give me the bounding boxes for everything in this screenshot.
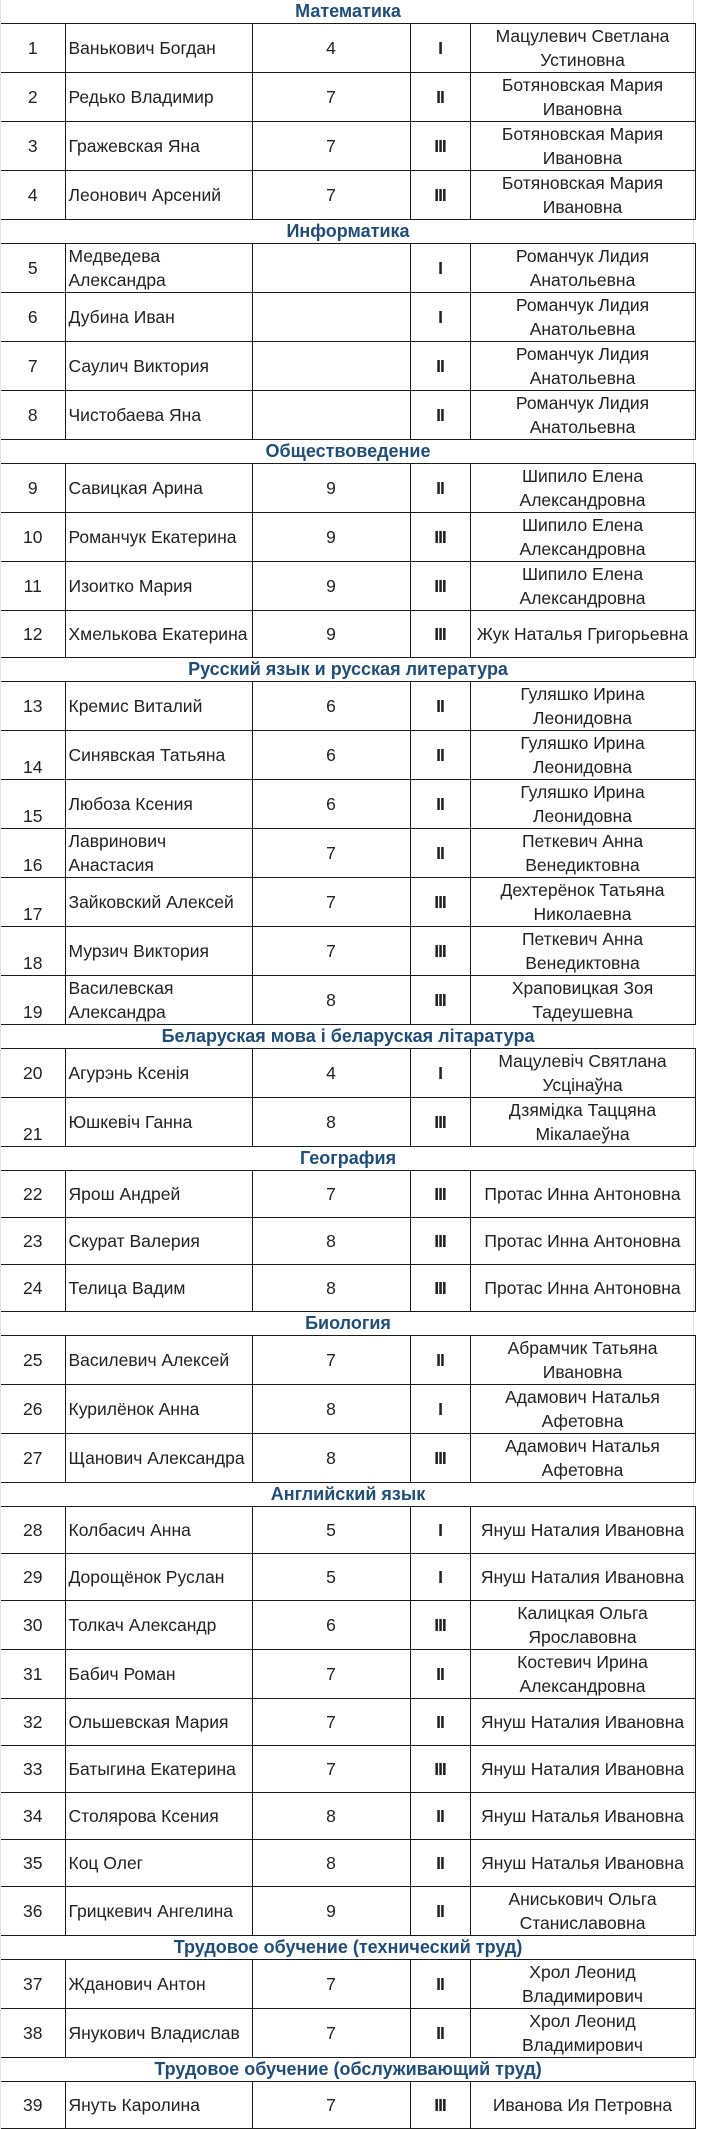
teacher-name-cell: Мацулевич Светлана Устиновна [470, 24, 695, 73]
teacher-name-cell: Дехтерёнок Татьяна Николаевна [470, 878, 695, 927]
diploma-degree-cell: II [410, 1887, 470, 1936]
grade-cell: 4 [252, 24, 410, 73]
student-name-cell: Щанович Александра [65, 1434, 252, 1483]
row-number-cell: 14 [1, 731, 65, 780]
table-row [1, 293, 695, 342]
table-row [1, 244, 695, 293]
teacher-name-cell: Хрол Леонид Владимирович [470, 2009, 695, 2058]
student-name-cell: Зайковский Алексей [65, 878, 252, 927]
diploma-degree-cell: II [410, 2009, 470, 2058]
grade-cell: 7 [252, 1336, 410, 1385]
row-number-cell: 26 [1, 1385, 65, 1434]
section-title: Английский язык [1, 1483, 695, 1507]
grade-cell: 8 [252, 1098, 410, 1147]
grade-cell [252, 342, 410, 391]
section-title: Информатика [1, 220, 695, 244]
grade-cell: 8 [252, 1265, 410, 1312]
row-number-cell: 39 [1, 2082, 65, 2129]
grade-cell: 7 [252, 1960, 410, 2009]
table-row [1, 1650, 695, 1699]
student-name-cell: Ванькович Богдан [65, 24, 252, 73]
grade-cell: 9 [252, 513, 410, 562]
row-number-cell: 22 [1, 1171, 65, 1218]
table-row [1, 1554, 695, 1601]
table-row [1, 1887, 695, 1936]
row-number-cell: 37 [1, 1960, 65, 2009]
student-name-cell: Ярош Андрей [65, 1171, 252, 1218]
row-number-cell: 8 [1, 391, 65, 440]
section-header-row [1, 1312, 695, 1336]
table-row [1, 878, 695, 927]
diploma-degree-cell: II [410, 1840, 470, 1887]
student-name-cell: Мурзич Виктория [65, 927, 252, 976]
teacher-name-cell: Януш Наталья Ивановна [470, 1793, 695, 1840]
row-number-cell: 25 [1, 1336, 65, 1385]
section-title: Трудовое обучение (обслуживающий труд) [1, 2058, 695, 2082]
table-row [1, 976, 695, 1025]
teacher-name-cell: Адамович Наталья Афетовна [470, 1385, 695, 1434]
row-number-cell: 19 [1, 976, 65, 1025]
row-number-cell: 5 [1, 244, 65, 293]
student-name-cell: Скурат Валерия [65, 1218, 252, 1265]
table-row [1, 1218, 695, 1265]
table-row [1, 342, 695, 391]
student-name-cell: Синявская Татьяна [65, 731, 252, 780]
diploma-degree-cell: III [410, 122, 470, 171]
olympiad-results-table [1, 0, 696, 2129]
table-row [1, 122, 695, 171]
grade-cell: 7 [252, 171, 410, 220]
section-header-row [1, 1483, 695, 1507]
student-name-cell: Агурэнь Ксенія [65, 1049, 252, 1098]
table-row [1, 682, 695, 731]
diploma-degree-cell: II [410, 829, 470, 878]
table-row [1, 391, 695, 440]
student-name-cell: Янукович Владислав [65, 2009, 252, 2058]
student-name-cell: Дорощёнок Руслан [65, 1554, 252, 1601]
table-row [1, 780, 695, 829]
student-name-cell: Романчук Екатерина [65, 513, 252, 562]
student-name-cell: Коц Олег [65, 1840, 252, 1887]
row-number-cell: 31 [1, 1650, 65, 1699]
teacher-name-cell: Адамович Наталья Афетовна [470, 1434, 695, 1483]
section-header-row [1, 1147, 695, 1171]
diploma-degree-cell: II [410, 731, 470, 780]
student-name-cell: Жданович Антон [65, 1960, 252, 2009]
row-number-cell: 30 [1, 1601, 65, 1650]
student-name-cell: Толкач Александр [65, 1601, 252, 1650]
table-row [1, 464, 695, 513]
student-name-cell: Савицкая Арина [65, 464, 252, 513]
row-number-cell: 7 [1, 342, 65, 391]
grade-cell: 5 [252, 1507, 410, 1554]
diploma-degree-cell: II [410, 1960, 470, 2009]
teacher-name-cell: Абрамчик Татьяна Ивановна [470, 1336, 695, 1385]
teacher-name-cell: Хрол Леонид Владимирович [470, 1960, 695, 2009]
teacher-name-cell: Януш Наталия Ивановна [470, 1746, 695, 1793]
table-row [1, 1746, 695, 1793]
student-name-cell: Ольшевская Мария [65, 1699, 252, 1746]
grade-cell: 7 [252, 2009, 410, 2058]
diploma-degree-cell: I [410, 1385, 470, 1434]
grade-cell: 9 [252, 611, 410, 658]
teacher-name-cell: Протас Инна Антоновна [470, 1171, 695, 1218]
table-row [1, 927, 695, 976]
grade-cell: 8 [252, 1385, 410, 1434]
teacher-name-cell: Жук Наталья Григорьевна [470, 611, 695, 658]
section-title: Биология [1, 1312, 695, 1336]
diploma-degree-cell: III [410, 1434, 470, 1483]
table-row [1, 731, 695, 780]
row-number-cell: 38 [1, 2009, 65, 2058]
grade-cell [252, 293, 410, 342]
row-number-cell: 32 [1, 1699, 65, 1746]
table-row [1, 1793, 695, 1840]
student-name-cell: Леонович Арсений [65, 171, 252, 220]
diploma-degree-cell: II [410, 1336, 470, 1385]
diploma-degree-cell: III [410, 562, 470, 611]
student-name-cell: Любоза Ксения [65, 780, 252, 829]
teacher-name-cell: Дзямідка Таццяна Мікалаеўна [470, 1098, 695, 1147]
results-table-body [1, 0, 695, 2129]
student-name-cell: Дубина Иван [65, 293, 252, 342]
grade-cell [252, 244, 410, 293]
table-row [1, 1960, 695, 2009]
student-name-cell: Саулич Виктория [65, 342, 252, 391]
diploma-degree-cell: III [410, 976, 470, 1025]
table-row [1, 1171, 695, 1218]
diploma-degree-cell: III [410, 878, 470, 927]
student-name-cell: Бабич Роман [65, 1650, 252, 1699]
table-row [1, 1699, 695, 1746]
section-header-row [1, 1025, 695, 1049]
teacher-name-cell: Ботяновская Мария Ивановна [470, 122, 695, 171]
student-name-cell: Изоитко Мария [65, 562, 252, 611]
row-number-cell: 10 [1, 513, 65, 562]
grade-cell: 8 [252, 1840, 410, 1887]
teacher-name-cell: Ботяновская Мария Ивановна [470, 171, 695, 220]
student-name-cell: Колбасич Анна [65, 1507, 252, 1554]
teacher-name-cell: Иванова Ия Петровна [470, 2082, 695, 2129]
teacher-name-cell: Романчук Лидия Анатольевна [470, 342, 695, 391]
table-row [1, 1265, 695, 1312]
student-name-cell: Василевская Александра [65, 976, 252, 1025]
diploma-degree-cell: I [410, 244, 470, 293]
diploma-degree-cell: II [410, 464, 470, 513]
grade-cell: 7 [252, 122, 410, 171]
teacher-name-cell: Януш Наталья Ивановна [470, 1840, 695, 1887]
student-name-cell: Телица Вадим [65, 1265, 252, 1312]
diploma-degree-cell: III [410, 1098, 470, 1147]
row-number-cell: 6 [1, 293, 65, 342]
teacher-name-cell: Протас Инна Антоновна [470, 1265, 695, 1312]
grade-cell: 8 [252, 1218, 410, 1265]
grade-cell: 6 [252, 731, 410, 780]
row-number-cell: 20 [1, 1049, 65, 1098]
row-number-cell: 9 [1, 464, 65, 513]
row-number-cell: 35 [1, 1840, 65, 1887]
student-name-cell: Лавринович Анастасия [65, 829, 252, 878]
table-row [1, 1840, 695, 1887]
teacher-name-cell: Януш Наталия Ивановна [470, 1554, 695, 1601]
row-number-cell: 27 [1, 1434, 65, 1483]
row-number-cell: 12 [1, 611, 65, 658]
student-name-cell: Гражевская Яна [65, 122, 252, 171]
teacher-name-cell: Шипило Елена Александровна [470, 464, 695, 513]
diploma-degree-cell: II [410, 342, 470, 391]
section-header-row [1, 2058, 695, 2082]
teacher-name-cell: Романчук Лидия Анатольевна [470, 293, 695, 342]
row-number-cell: 16 [1, 829, 65, 878]
grade-cell [252, 391, 410, 440]
diploma-degree-cell: I [410, 24, 470, 73]
table-row [1, 1336, 695, 1385]
diploma-degree-cell: II [410, 1650, 470, 1699]
table-row [1, 1385, 695, 1434]
teacher-name-cell: Гуляшко Ирина Леонидовна [470, 682, 695, 731]
grade-cell: 7 [252, 1171, 410, 1218]
section-title: География [1, 1147, 695, 1171]
diploma-degree-cell: II [410, 1793, 470, 1840]
row-number-cell: 13 [1, 682, 65, 731]
row-number-cell: 2 [1, 73, 65, 122]
diploma-degree-cell: III [410, 2082, 470, 2129]
section-header-row [1, 1936, 695, 1960]
grade-cell: 8 [252, 976, 410, 1025]
teacher-name-cell: Януш Наталия Ивановна [470, 1699, 695, 1746]
teacher-name-cell: Петкевич Анна Венедиктовна [470, 927, 695, 976]
diploma-degree-cell: II [410, 682, 470, 731]
teacher-name-cell: Храповицкая Зоя Тадеушевна [470, 976, 695, 1025]
diploma-degree-cell: I [410, 1554, 470, 1601]
teacher-name-cell: Протас Инна Антоновна [470, 1218, 695, 1265]
teacher-name-cell: Петкевич Анна Венедиктовна [470, 829, 695, 878]
section-title: Обществоведение [1, 440, 695, 464]
table-row [1, 611, 695, 658]
grade-cell: 7 [252, 829, 410, 878]
diploma-degree-cell: I [410, 1049, 470, 1098]
table-row [1, 829, 695, 878]
student-name-cell: Столярова Ксения [65, 1793, 252, 1840]
diploma-degree-cell: I [410, 1507, 470, 1554]
diploma-degree-cell: III [410, 1171, 470, 1218]
table-row [1, 562, 695, 611]
teacher-name-cell: Ботяновская Мария Ивановна [470, 73, 695, 122]
student-name-cell: Редько Владимир [65, 73, 252, 122]
student-name-cell: Януть Каролина [65, 2082, 252, 2129]
table-row [1, 73, 695, 122]
grade-cell: 6 [252, 1601, 410, 1650]
row-number-cell: 1 [1, 24, 65, 73]
section-header-row [1, 440, 695, 464]
table-row [1, 1601, 695, 1650]
teacher-name-cell: Гуляшко Ирина Леонидовна [470, 780, 695, 829]
diploma-degree-cell: III [410, 1218, 470, 1265]
diploma-degree-cell: II [410, 73, 470, 122]
grade-cell: 6 [252, 780, 410, 829]
student-name-cell: Василевич Алексей [65, 1336, 252, 1385]
table-row [1, 2082, 695, 2129]
teacher-name-cell: Калицкая Ольга Ярославовна [470, 1601, 695, 1650]
diploma-degree-cell: III [410, 1746, 470, 1793]
grade-cell: 7 [252, 1699, 410, 1746]
section-header-row [1, 220, 695, 244]
grade-cell: 8 [252, 1793, 410, 1840]
teacher-name-cell: Януш Наталия Ивановна [470, 1507, 695, 1554]
student-name-cell: Курилёнок Анна [65, 1385, 252, 1434]
row-number-cell: 17 [1, 878, 65, 927]
row-number-cell: 28 [1, 1507, 65, 1554]
grade-cell: 9 [252, 1887, 410, 1936]
table-row [1, 24, 695, 73]
student-name-cell: Медведева Александра [65, 244, 252, 293]
grade-cell: 7 [252, 1650, 410, 1699]
row-number-cell: 34 [1, 1793, 65, 1840]
grade-cell: 7 [252, 878, 410, 927]
grade-cell: 7 [252, 2082, 410, 2129]
section-title: Русский язык и русская литература [1, 658, 695, 682]
teacher-name-cell: Шипило Елена Александровна [470, 513, 695, 562]
grade-cell: 7 [252, 927, 410, 976]
row-number-cell: 3 [1, 122, 65, 171]
grade-cell: 9 [252, 562, 410, 611]
row-number-cell: 4 [1, 171, 65, 220]
row-number-cell: 33 [1, 1746, 65, 1793]
row-number-cell: 36 [1, 1887, 65, 1936]
diploma-degree-cell: III [410, 171, 470, 220]
row-number-cell: 11 [1, 562, 65, 611]
student-name-cell: Чистобаева Яна [65, 391, 252, 440]
table-row [1, 1434, 695, 1483]
teacher-name-cell: Гуляшко Ирина Леонидовна [470, 731, 695, 780]
table-row [1, 513, 695, 562]
table-row [1, 1507, 695, 1554]
section-header-row [1, 658, 695, 682]
diploma-degree-cell: II [410, 1699, 470, 1746]
diploma-degree-cell: III [410, 1601, 470, 1650]
teacher-name-cell: Шипило Елена Александровна [470, 562, 695, 611]
grade-cell: 8 [252, 1434, 410, 1483]
diploma-degree-cell: III [410, 1265, 470, 1312]
section-title: Беларуская мова і беларуская літаратура [1, 1025, 695, 1049]
section-title: Трудовое обучение (технический труд) [1, 1936, 695, 1960]
section-title: Математика [1, 0, 695, 24]
row-number-cell: 24 [1, 1265, 65, 1312]
teacher-name-cell: Романчук Лидия Анатольевна [470, 391, 695, 440]
table-row [1, 1049, 695, 1098]
grade-cell: 7 [252, 1746, 410, 1793]
grade-cell: 7 [252, 73, 410, 122]
teacher-name-cell: Романчук Лидия Анатольевна [470, 244, 695, 293]
row-number-cell: 15 [1, 780, 65, 829]
student-name-cell: Хмелькова Екатерина [65, 611, 252, 658]
grade-cell: 5 [252, 1554, 410, 1601]
teacher-name-cell: Аниськович Ольга Станиславовна [470, 1887, 695, 1936]
table-row [1, 1098, 695, 1147]
student-name-cell: Кремис Виталий [65, 682, 252, 731]
section-header-row [1, 0, 695, 24]
diploma-degree-cell: I [410, 293, 470, 342]
diploma-degree-cell: III [410, 611, 470, 658]
diploma-degree-cell: II [410, 391, 470, 440]
student-name-cell: Юшкевіч Ганна [65, 1098, 252, 1147]
grade-cell: 6 [252, 682, 410, 731]
diploma-degree-cell: III [410, 927, 470, 976]
table-row [1, 171, 695, 220]
diploma-degree-cell: III [410, 513, 470, 562]
grade-cell: 4 [252, 1049, 410, 1098]
row-number-cell: 18 [1, 927, 65, 976]
student-name-cell: Грицкевич Ангелина [65, 1887, 252, 1936]
row-number-cell: 29 [1, 1554, 65, 1601]
row-number-cell: 23 [1, 1218, 65, 1265]
teacher-name-cell: Мацулевіч Святлана Усцінаўна [470, 1049, 695, 1098]
teacher-name-cell: Костевич Ирина Александровна [470, 1650, 695, 1699]
student-name-cell: Батыгина Екатерина [65, 1746, 252, 1793]
diploma-degree-cell: II [410, 780, 470, 829]
table-row [1, 2009, 695, 2058]
grade-cell: 9 [252, 464, 410, 513]
row-number-cell: 21 [1, 1098, 65, 1147]
